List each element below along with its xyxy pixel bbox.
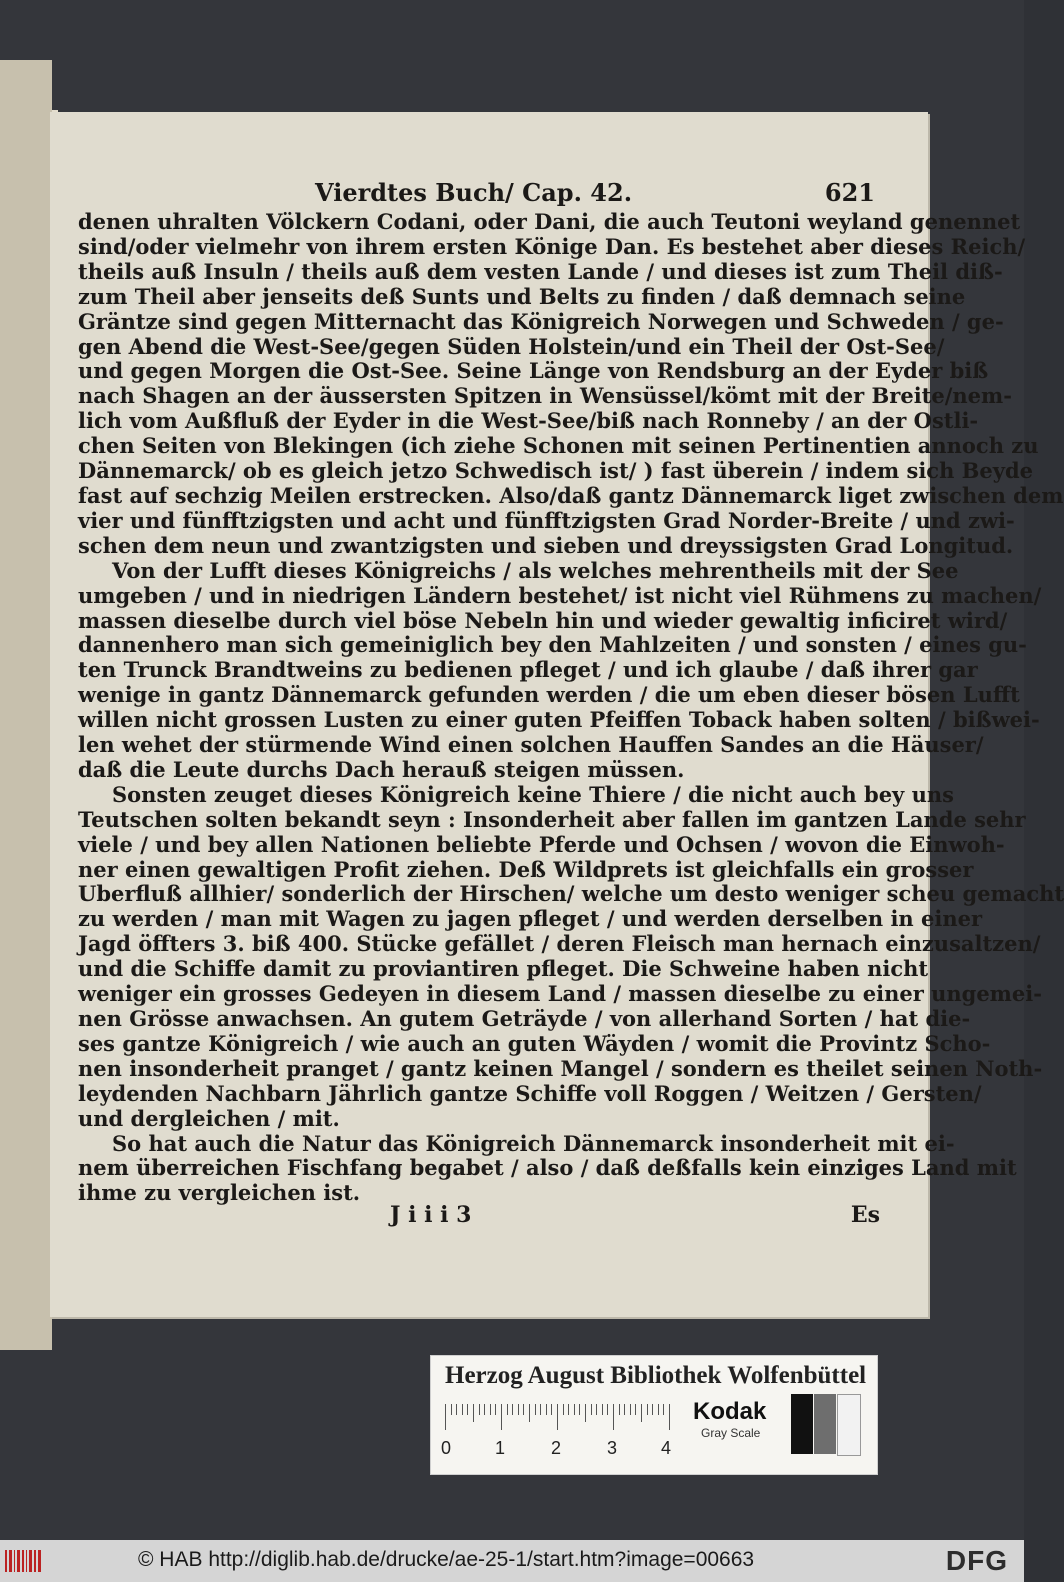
footer-bar (0, 1540, 1024, 1582)
ruler-tick (546, 1404, 547, 1415)
ruler-tick (451, 1404, 452, 1415)
white-swatch (837, 1394, 861, 1456)
scale-number: 3 (607, 1438, 618, 1458)
ruler-tick (563, 1404, 564, 1415)
text-line: umgeben / und in niedrigen Ländern bestehet/ ist nicht viel Rühmens zu machen/ (78, 582, 1042, 608)
text-line: sind/oder vielmehr von ihrem ersten Könige Dan. Es bestehet aber dieses Reich/ (78, 233, 1026, 259)
ruler-tick (551, 1404, 552, 1415)
text-line: Dännemarck/ ob es gleich jetzo Schwedisch ist/ ) fast überein / indem sich Beyde (78, 458, 1034, 484)
ruler-tick (579, 1404, 580, 1415)
text-line: massen dieselbe durch viel böse Nebeln hin und wieder gewaltig inficiret wird/ (78, 607, 1008, 633)
text-line: lich vom Außfluß der Eyder in die West-See/biß nach Ronneby / an der Ostli- (78, 408, 979, 434)
book-page (50, 112, 1064, 1317)
scale-number: 2 (551, 1438, 562, 1458)
paragraph (78, 209, 1064, 559)
ruler-tick (585, 1404, 586, 1422)
kodak-logo: Kodak (693, 1398, 767, 1425)
scale-number: 1 (495, 1438, 506, 1458)
text-line: ner einen gewaltigen Profit ziehen. Deß Wildprets ist gleichfalls ein grosser (78, 856, 974, 882)
barcode-icon (4, 1547, 44, 1575)
ruler-tick (518, 1404, 519, 1415)
text-line: So hat auch die Natur das Königreich Dännemarck insonderheit mit ei- (112, 1130, 955, 1156)
text-line: len wehet der stürmende Wind einen solchen Hauffen Sandes an die Häuser/ (78, 732, 984, 758)
running-header (315, 178, 875, 208)
gray-scale-label: Gray Scale (701, 1426, 761, 1440)
text-line: und gegen Morgen die Ost-See. Seine Länge von Rendsburg an der Eyder biß (78, 358, 989, 384)
ruler-tick (663, 1404, 664, 1415)
ruler-tick (501, 1404, 502, 1430)
gray-swatch (814, 1394, 836, 1454)
text-line: ten Trunck Brandtweins zu bedienen pfleget / und ich glaube / daß ihrer gar (78, 657, 978, 683)
ruler-tick (557, 1404, 558, 1430)
ruler-tick (479, 1404, 480, 1415)
ruler-tick (445, 1404, 446, 1430)
scale-number: 4 (661, 1438, 672, 1458)
text-line: denen uhralten Völckern Codani, oder Dani, die auch Teutoni weyland genennet (78, 209, 1021, 234)
text-line: nem überreichen Fischfang begabet / also / daß deßfalls kein einziges Land mit (78, 1155, 1017, 1181)
ruler-tick (602, 1404, 603, 1415)
text-line: ses gantze Königreich / wie auch an guten Wäyden / womit die Provintz Scho- (78, 1030, 991, 1056)
page-number: 621 (824, 178, 875, 207)
text-line: chen Seiten von Blekingen (ich ziehe Schonen mit seinen Pertinentien annoch zu (78, 433, 1039, 459)
ruler-tick (529, 1404, 530, 1422)
text-line: und dergleichen / mit. (78, 1105, 340, 1131)
paragraph (78, 1130, 1017, 1207)
text-line: Teutschen solten bekandt seyn : Insonderheit aber fallen im gantzen Lande sehr (78, 806, 1026, 832)
text-line: vier und fünfftzigsten und acht und fünfftzigsten Grad Norder-Breite / und zwi- (78, 507, 1015, 533)
text-line: fast auf sechzig Meilen erstrecken. Also/daß gantz Dännemarck liget zwischen dem (78, 482, 1064, 508)
text-line: daß die Leute durchs Dach herauß steigen müssen. (78, 756, 685, 782)
ruler-tick (607, 1404, 608, 1415)
ruler-tick (540, 1404, 541, 1415)
text-line: wenige in gantz Dännemarck gefunden werden / die um eben dieser bösen Lufft (78, 682, 1020, 708)
ruler-tick (512, 1404, 513, 1415)
ruler-tick (462, 1404, 463, 1415)
text-line: schen dem neun und zwantzigsten und sieben und dreyssigsten Grad Longitud. (78, 532, 1014, 558)
text-line: Gräntze sind gegen Mitternacht das Königreich Norwegen und Schweden / ge- (78, 308, 1004, 334)
text-line: Von der Lufft dieses Königreichs / als welches mehrentheils mit der See (112, 557, 959, 583)
ruler-tick (652, 1404, 653, 1415)
text-line: weniger ein grosses Gedeyen in diesem Land / massen dieselbe zu einer ungemei- (78, 981, 1042, 1007)
text-line: willen nicht grossen Lusten zu einer guten Pfeiffen Toback haben solten / bißwei- (78, 707, 1040, 733)
ruler-tick (647, 1404, 648, 1415)
ruler-tick (495, 1404, 496, 1415)
text-line: gen Abend die West-See/gegen Süden Holstein/und ein Theil der Ost-See/ (78, 333, 945, 359)
ruler-tick (669, 1404, 670, 1430)
text-line: ihme zu vergleichen ist. (78, 1180, 361, 1206)
ruler-tick (596, 1404, 597, 1415)
text-line: nen Grösse anwachsen. An gutem Geträyde / von allerhand Sorten / hat die- (78, 1006, 971, 1031)
ruler-tick (635, 1404, 636, 1415)
text-line: Sonsten zeuget dieses Königreich keine Thiere / die nicht auch bey uns (112, 781, 954, 807)
ruler-tick (490, 1404, 491, 1415)
text-line: nen insonderheit pranget / gantz keinen Mangel / sondern es theilet seinen Noth- (78, 1055, 1043, 1081)
text-line: leydenden Nachbarn Jährlich gantze Schiffe voll Roggen / Weitzen / Gersten/ (78, 1080, 982, 1106)
ruler-tick (658, 1404, 659, 1415)
ruler-tick (467, 1404, 468, 1415)
ruler-tick (568, 1404, 569, 1415)
text-line: nach Shagen an der äussersten Spitzen in Wensüssel/kömt mit der Breite/nem- (78, 383, 1012, 409)
paragraph (78, 557, 1042, 783)
scale-number: 0 (441, 1438, 452, 1458)
black-swatch (791, 1394, 813, 1454)
ruler-tick (473, 1404, 474, 1422)
ruler-tick (523, 1404, 524, 1415)
ruler-tick (535, 1404, 536, 1415)
ruler-tick (456, 1404, 457, 1415)
ruler-tick (613, 1404, 614, 1430)
paragraph (78, 781, 1064, 1132)
text-line: viele / und bey allen Nationen beliebte Pferde und Ochsen / wovon die Einwoh- (78, 831, 1005, 857)
running-title: Vierdtes Buch/ Cap. 42. (315, 178, 633, 207)
ruler-tick (507, 1404, 508, 1415)
page-footer (390, 1202, 880, 1232)
ruler-tick (574, 1404, 575, 1415)
facing-page-edge (0, 60, 52, 1350)
ruler-tick (591, 1404, 592, 1415)
text-line: zum Theil aber jenseits deß Sunts und Belts zu finden / daß demnach seine (78, 283, 966, 309)
text-line: zu werden / man mit Wagen zu jagen pfleget / und werden derselben in einer (78, 906, 983, 932)
scale-ruler (445, 1404, 677, 1430)
body-text (78, 209, 1064, 1206)
signature-mark: J i i i 3 (390, 1202, 472, 1228)
ruler-tick (641, 1404, 642, 1422)
ruler-tick (630, 1404, 631, 1415)
ruler-tick (484, 1404, 485, 1415)
copyright-link[interactable]: © HAB http://diglib.hab.de/drucke/ae-25-1/start.htm?image=00663 (138, 1548, 755, 1571)
text-line: dannenhero man sich gemeiniglich bey den Mahlzeiten / und sonsten / eines gu- (78, 632, 1027, 658)
text-line: und die Schiffe damit zu proviantiren pfleget. Die Schweine haben nicht (78, 956, 929, 982)
color-calibration-card (430, 1355, 878, 1475)
text-line: theils auß Insuln / theils auß dem vesten Lande / und dieses ist zum Theil diß- (78, 258, 1003, 284)
text-line: Jagd öffters 3. biß 400. Stücke gefället / deren Fleisch man hernach einzusaltzen/ (78, 931, 1041, 957)
text-line: Uberfluß allhier/ sonderlich der Hirschen/ welche um desto weniger scheu gemacht (78, 881, 1064, 907)
catchword: Es (850, 1202, 880, 1228)
ruler-tick (619, 1404, 620, 1415)
library-name: Herzog August Bibliothek Wolfenbüttel (445, 1362, 867, 1389)
ruler-tick (624, 1404, 625, 1415)
dfg-logo: DFG (945, 1545, 1008, 1576)
